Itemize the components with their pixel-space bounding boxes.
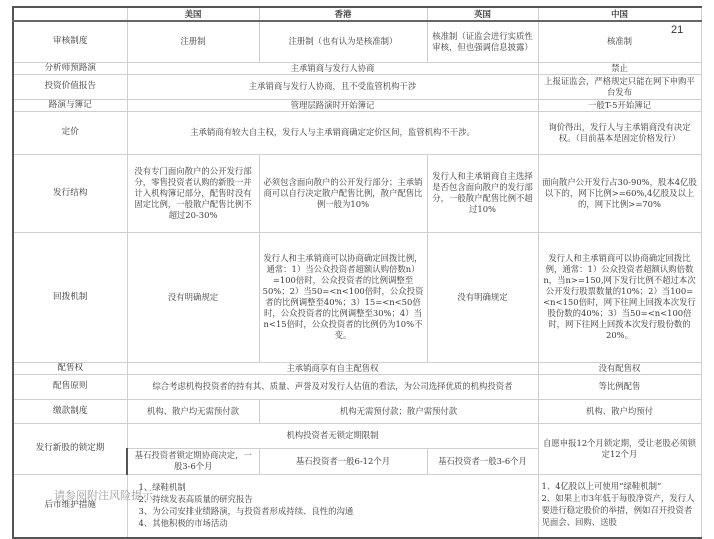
aftermarket-list (139, 481, 535, 529)
cell-cn: 询价得出，发行人与主承销商没有决定权。（目前基本是固定价格发行） (538, 111, 701, 154)
cell-hk-uk: 机构无需预付款；散户需预付款 (259, 399, 538, 423)
cell-us-hk-uk: 综合考虑机构投资者的持有其、质量、声誉及对发行人估值的看法，为公司选择优质的机构投资者 (127, 374, 538, 399)
cell-uk: 没有明确规定 (427, 232, 538, 362)
page-number: 21 (671, 24, 684, 36)
ipo-comparison-table (12, 6, 702, 539)
table-row (13, 399, 701, 423)
cell-us: 注册制 (127, 21, 259, 62)
cell-cn: 一般T-5开始簿记 (538, 99, 701, 111)
cell-cn: 自愿申报12个月锁定期，受让老股必须锁定12个月 (538, 423, 701, 474)
table-row (13, 374, 701, 399)
row-label: 配售原则 (13, 374, 127, 399)
table-row (13, 99, 701, 111)
list-item: 4、其他积极的市场活动 (138, 517, 228, 528)
table-row (13, 62, 701, 74)
row-label: 分析师预路演 (13, 62, 127, 74)
list-item: 3、为公司安排业绩路演，与投资者形成持续、良性的沟通 (138, 505, 354, 516)
header-cn: 中国 (538, 7, 701, 21)
table-row (13, 423, 701, 448)
table-row (13, 362, 701, 374)
list-item: 2、持续发表高质量的研究报告 (138, 493, 253, 504)
list-item: 2、如果上市3年低于每股净资产，发行人要进行稳定股价的举措，例如召开投资者见面会、回购、送股 (541, 492, 695, 527)
header-uk: 英国 (427, 7, 538, 21)
table-row (13, 21, 701, 62)
cell-us-hk-uk: 主承销商与发行人协商 (127, 62, 538, 74)
cell-cn: 上报证监会，严格规定只能在网下申购平台发布 (538, 74, 701, 99)
cell-cn: 等比例配售 (538, 374, 701, 399)
cell-us-hk-uk: 管理层路演时开始簿记 (127, 99, 538, 111)
cell-cn: 发行人和主承销商可以协商确定回拨比例，通常：1）公众投资者超额认购倍数n，当n>=150,网下发行比例不超过本次公开发行股票数量的10%；2）当100=<n<150倍时，网下往网上回拨本次发行股份数的40%；3）当50=<n<100倍时，网下往网上回拨本次发行股份数的20%。 (538, 232, 701, 362)
header-us: 美国 (127, 7, 259, 21)
cell-us-hk-uk (127, 474, 538, 538)
cell-cn (538, 474, 701, 538)
cell-us-hk-uk: 主承销商享有自主配售权 (127, 362, 538, 374)
cell-us-hk-uk: 机构投资者无锁定期限制 (127, 423, 538, 448)
list-item: 1、绿鞋机制 (138, 481, 186, 492)
row-label: 发行新股的锁定期 (13, 423, 127, 474)
cell-hk: 必须包含面向散户的公开发行部分；主承销商可以自行决定散户配售比例，散户配售比例一般为10% (259, 154, 427, 232)
row-label: 定价 (13, 111, 127, 154)
cell-uk: 核准制（证监会进行实质性审核，但也强调信息披露） (427, 21, 538, 62)
cell-cn: 核准制 (538, 21, 701, 62)
header-row (13, 7, 701, 21)
row-label: 路演与簿记 (13, 99, 127, 111)
cell-uk: 发行人和主承销商自主选择是否包含面向散户的发行部分，一般散户配售比例不超过10% (427, 154, 538, 232)
cell-uk: 基石投资者一般3-6个月 (427, 448, 538, 474)
cell-hk: 注册制（也有认为是核准制） (259, 21, 427, 62)
cell-cn: 禁止 (538, 62, 701, 74)
header-hk: 香港 (259, 7, 427, 21)
row-label: 后市维护措施 (13, 474, 127, 538)
watermark: 请参阅附注风险提示 (54, 489, 153, 502)
cell-hk: 基石投资者一般6-12个月 (259, 448, 427, 474)
row-label: 配售权 (13, 362, 127, 374)
row-label: 审核制度 (13, 21, 127, 62)
row-label: 发行结构 (13, 154, 127, 232)
header-corner (13, 7, 127, 21)
cell-us-hk-uk: 主承销商有较大自主权，发行人与主承销商确定定价区间，监管机构不干涉。 (127, 111, 538, 154)
cell-us: 基石投资者锁定期协商决定，一般3-6个月 (127, 448, 259, 474)
cell-us: 没有明确规定 (127, 232, 259, 362)
aftermarket-list-cn (542, 480, 698, 528)
table-row (13, 474, 701, 538)
cell-us: 没有专门面向散户的公开发行部分，零售投资者认购的新股一并计入机构簿记部分，配售时没有固定比例，一般散户配售比例不超过20-30% (127, 154, 259, 232)
list-item: 1、4亿股以上可使用“绿鞋机制” (541, 480, 662, 491)
row-label: 回拨机制 (13, 232, 127, 362)
cell-hk: 发行人和主承销商可以协商确定回拨比例，通常：1）当公众投资者超额认购倍数n）=100倍时，公众投资者的比例调整至50%；2）当50=<n<100倍时，公众投资者的比例调整至40%；3）15=<n<50倍时，公众投资者的比例调整至30%；4）当n<15倍时，公众投资者的比例仍为10%不变。 (259, 232, 427, 362)
cell-us-hk-uk: 主承销商与发行人协商，且不受监管机构干涉 (127, 74, 538, 99)
table-row (13, 111, 701, 154)
row-label: 缴款制度 (13, 399, 127, 423)
cell-cn: 机构、散户均预付 (538, 399, 701, 423)
table-row (13, 154, 701, 232)
cell-cn: 没有配售权 (538, 362, 701, 374)
table-row (13, 232, 701, 362)
cell-us: 机构、散户均无需预付款 (127, 399, 259, 423)
cell-cn: 面向散户公开发行占30-90%，股本4亿股以下的，网下比例>=60%,4亿股及以上的，网下比例>=70% (538, 154, 701, 232)
table-row (13, 74, 701, 99)
row-label: 投资价值报告 (13, 74, 127, 99)
